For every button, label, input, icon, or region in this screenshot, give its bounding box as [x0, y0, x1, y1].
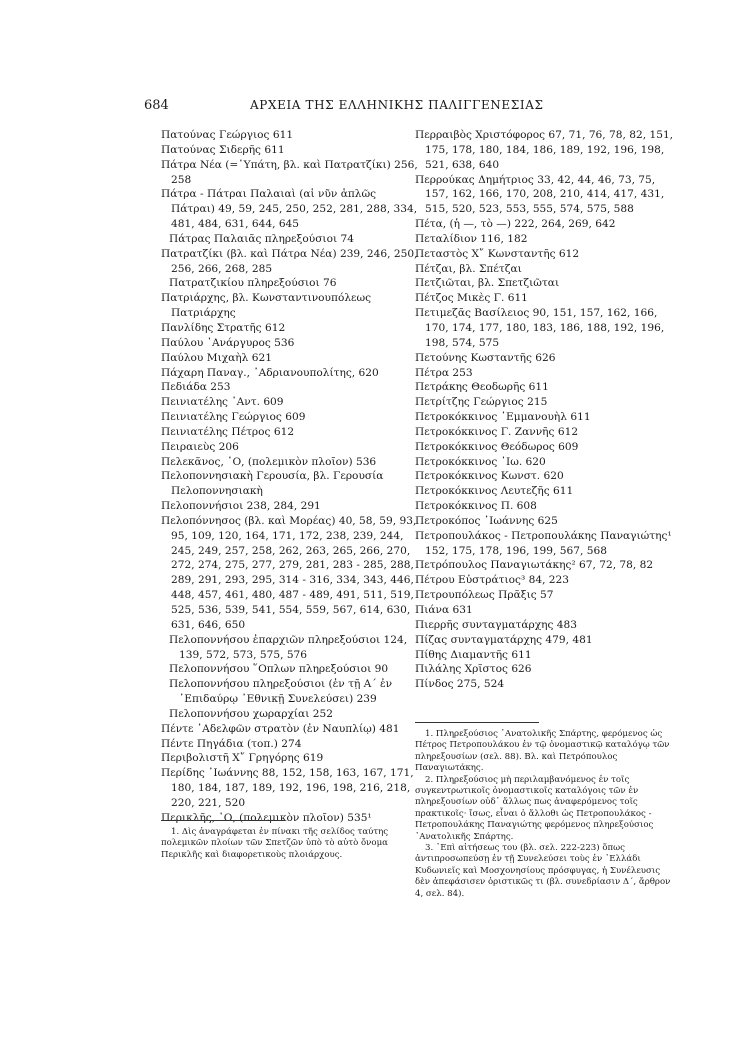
index-entry: Πανλίδης Στρατῆς 612	[161, 321, 286, 334]
index-entry: Πάτρα Νέα (=῾Υπάτη, βλ. καὶ Πατρατζίκι) 256, 258	[161, 158, 418, 186]
index-entry: Πελοποννήσου ῞Οπλων πληρεξούσιοι 90	[169, 663, 389, 676]
footnote: 2. Πληρεξούσιος μὴ περιλαμβανόμενος ἐν τοῖς συγκεντρωτικοῖς ὀνομαστικοῖς καταλόγοις τῶν ἐν πληρεξουσίων οὐδ᾿ ἄλλως πως ἀναφερόμενος τοῖς πρακτικοῖς· ἴσως, εἶναι ὁ ἄλλοθι ὡς Πετροπουλάκος - Πετροπουλάκης Παναγιώτης φερόμενος πληρεξούσιος ᾿Ανατολικῆς Σπάρτης.	[415, 774, 654, 842]
index-entry: Πέντε Πηγάδια (τοπ.) 274	[161, 737, 302, 750]
index-entry: Πέντε ᾿Αδελφῶν στρατὸν (ἐν Ναυπλίῳ) 481	[161, 722, 400, 735]
index-entry: Πελοποννήσου πληρεξούσιοι (ἐν τῇ Α´ ἐν ᾿Επιδαύρῳ ᾿Εθνικῇ Συνελεύσει) 239	[169, 678, 393, 706]
index-entry: Πετροπουλάκος - Πετροπουλάκης Παναγιώτης¹ 152, 175, 178, 196, 199, 567, 568	[415, 529, 672, 557]
index-entry: Πάτρας Παλαιᾶς πληρεξούσιοι 74	[169, 232, 354, 245]
footnote: 3. ᾿Επὶ αἰτήσεως του (βλ. σελ. 222-223) ὅπως ἀντιπροσωπεύσῃ ἐν τῇ Συνελεύσει τοὺς ἐν ῾Ελλάδι Κυδωνιεῖς καὶ Μοσχονησίους πρόσφυγας, ἡ Συνέλευσις δὲν ἀπεφάσισεν ὁριστικῶς τι (βλ. συνεδρίασιν Δ´, ἄρθρον 4, σελ. 84).	[415, 843, 671, 899]
index-entry: Πετροκόκκινος Λευτεζῆς 611	[415, 485, 574, 498]
index-entry: Πάτρα - Πάτραι Παλαιαὶ (αἱ νῦν ἁπλῶς Πάτραι) 49, 59, 245, 250, 252, 281, 288, 334, 481, 484, 631, 644, 645	[161, 188, 418, 231]
index-entry: Περραιβὸς Χριστόφορος 67, 71, 76, 78, 82, 151, 175, 178, 180, 184, 186, 189, 192, 196, 198, 521, 638, 640	[415, 129, 674, 171]
footnote: 1. Δὶς ἀναγράφεται ἐν πίνακι τῆς σελίδος ταύτης πολεμικῶν πλοίων τῶν Σπετζῶν ὑπὸ τὸ αὐτὸ ὄνομα Περικλῆς καὶ διαφορετικοὺς πλοιάρχους.	[161, 827, 389, 860]
index-entry: Πετροκόκκινος Γ. Ζαννῆς 612	[415, 425, 579, 438]
index-entry: Πεταλίδιον 116, 182	[415, 232, 528, 245]
index-entry: Πετιμεζᾶς Βασίλειος 90, 151, 157, 162, 166, 170, 174, 177, 180, 183, 186, 188, 192, 196, 198, 574, 575	[415, 307, 665, 349]
index-entry: Πετράκης Θεοδωρῆς 611	[415, 381, 549, 394]
index-entry: Πίνδος 275, 524	[415, 678, 505, 691]
index-entry: Πελοπόννησος (βλ. καὶ Μορέας) 40, 58, 59, 93, 95, 109, 120, 164, 171, 172, 238, 239, 244, 245, 249, 257, 258, 262, 263, 265, 266, 270, 272, 274, 275, 277, 279, 281, 283 - 285, 288, 289, 291, 293, 295, 314 - 316, 334, 343, 446, 448, 457, 461, 480, 487 - 489, 491, 511, 519, 525, 536, 539, 541, 554, 559, 567, 614, 630, 631, 646, 650	[161, 514, 417, 631]
index-entry: Πιάνα 631	[415, 604, 473, 616]
index-entry: Πεινιατέλης Γεώργιος 609	[161, 411, 306, 424]
index-entry: Πειραιεὺς 206	[161, 440, 239, 453]
footnotes-left	[161, 820, 419, 861]
index-entry: Πατούνας Σιδερῆς 611	[161, 143, 285, 156]
index-column-left	[161, 128, 419, 826]
index-entry: Πελοποννησιακὴ Γερουσία, βλ. Γερουσία Πελοποννησιακὴ	[161, 470, 384, 498]
index-entry: Πελοποννήσιοι 238, 284, 291	[161, 500, 321, 513]
index-entry: Πατριάρχης, βλ. Κωνσταντινουπόλεως Πατριάρχης	[161, 292, 372, 320]
index-entry: Πιλάλης Χρῖστος 626	[415, 663, 532, 676]
index-entry: Πεινιατέλης Πέτρος 612	[161, 425, 295, 438]
page-number: 684	[144, 98, 169, 113]
index-entry: Πελεκᾶνος, ῾Ο, (πολεμικὸν πλοῖον) 536	[161, 455, 377, 468]
index-entry: Πιερρῆς συνταγματάρχης 483	[415, 618, 578, 631]
index-entry: Πέτα, (ἡ —, τὸ —) 222, 264, 269, 642	[415, 218, 616, 231]
index-entry: Παύλου Μιχαὴλ 621	[161, 351, 272, 364]
index-entry: Πατούνας Γεώργιος 611	[161, 129, 294, 141]
index-entry: Πετούνης Κωσταντῆς 626	[415, 351, 556, 364]
index-entry: Πετρίτζης Γεώργιος 215	[415, 396, 548, 409]
index-entry: Πεινιατέλης ᾿Αντ. 609	[161, 396, 284, 409]
index-entry: Πετροκόκκινος ᾿Ιω. 620	[415, 455, 546, 468]
index-entry: Πελοποννήσου χωραρχίαι 252	[169, 707, 333, 720]
index-entry: Πετζιῶται, βλ. Σπετζιῶται	[415, 277, 560, 290]
index-entry: Περικλῆς, ῾Ο, (πολεμικὸν πλοῖον) 535¹	[161, 811, 372, 824]
index-entry: Παύλου ᾿Ανάργυρος 536	[161, 336, 295, 349]
index-entry: Πίθης Διαμαντῆς 611	[415, 648, 532, 661]
running-title: ΑΡΧΕΙΑ ΤΗΣ ΕΛΛΗΝΙΚΗΣ ΠΑΛΙΓΓΕΝΕΣΙΑΣ	[250, 98, 544, 112]
index-entry: Πίζας συνταγματάρχης 479, 481	[415, 633, 593, 646]
footnote: 1. Πληρεξούσιος ᾿Ανατολικῆς Σπάρτης, φερόμενος ὡς Πέτρος Πετροπουλάκου ἐν τῷ ὀνομαστικῷ καταλόγῳ τῶν πληρεξουσίων (σελ. 88). Βλ. καὶ Πετρόπουλος Παναγιωτάκης.	[415, 729, 670, 774]
index-entry: Πετρουπόλεως Πρᾶξις 57	[415, 589, 554, 602]
index-column-right	[415, 128, 677, 692]
footnote-separator	[161, 820, 285, 821]
index-entry: Πέτζαι, βλ. Σπέτζαι	[415, 262, 522, 275]
index-entry: Περρούκας Δημήτριος 33, 42, 44, 46, 73, 75, 157, 162, 166, 170, 208, 210, 414, 417, 431, 515, 520, 523, 553, 555, 574, 575, 588	[415, 173, 665, 216]
index-entry: Πετροκόκκινος Θεόδωρος 609	[415, 440, 579, 453]
index-entry: Πάχαρη Παναγ., ᾿Αδριανουπολίτης, 620	[161, 366, 379, 379]
index-entry: Περιβολιστῆ Χ῎ Γρηγόρης 619	[161, 752, 324, 765]
footnote-separator	[415, 722, 539, 723]
index-entry: Πετροκόκκινος ᾿Εμμανουὴλ 611	[415, 411, 591, 424]
index-entry: Πεταστὸς Χ῎ Κωνσταντῆς 612	[415, 247, 580, 260]
index-entry: Περίδης ᾿Ιωάννης 88, 152, 158, 163, 167, 171, 180, 184, 187, 189, 192, 196, 198, 216, 218, 220, 221, 520	[161, 767, 414, 809]
index-entry: Πετροκόκκινος Π. 608	[415, 500, 537, 513]
index-entry: Πατρατζίκι (βλ. καὶ Πάτρα Νέα) 239, 246, 250, 256, 266, 268, 285	[161, 247, 418, 275]
index-entry: Πέτζος Μικὲς Γ. 611	[415, 292, 528, 305]
index-entry: Πέτρου Εὐστράτιος³ 84, 223	[415, 574, 570, 587]
index-entry: Πεδιάδα 253	[161, 381, 231, 394]
index-entry: Πατρατζικίου πληρεξούσιοι 76	[169, 277, 337, 290]
index-entry: Πελοποννήσου ἐπαρχιῶν πληρεξούσιοι 124, 139, 572, 573, 575, 576	[169, 633, 408, 661]
index-entry: Πετρόπουλος Παναγιωτάκης² 67, 72, 78, 82	[415, 559, 654, 572]
index-entry: Πετροκόκκινος Κωνστ. 620	[415, 470, 564, 483]
index-entry: Πέτρα 253	[415, 366, 473, 379]
index-entry: Πετροκόπος ᾿Ιωάννης 625	[415, 514, 558, 527]
footnotes-right	[415, 722, 677, 900]
